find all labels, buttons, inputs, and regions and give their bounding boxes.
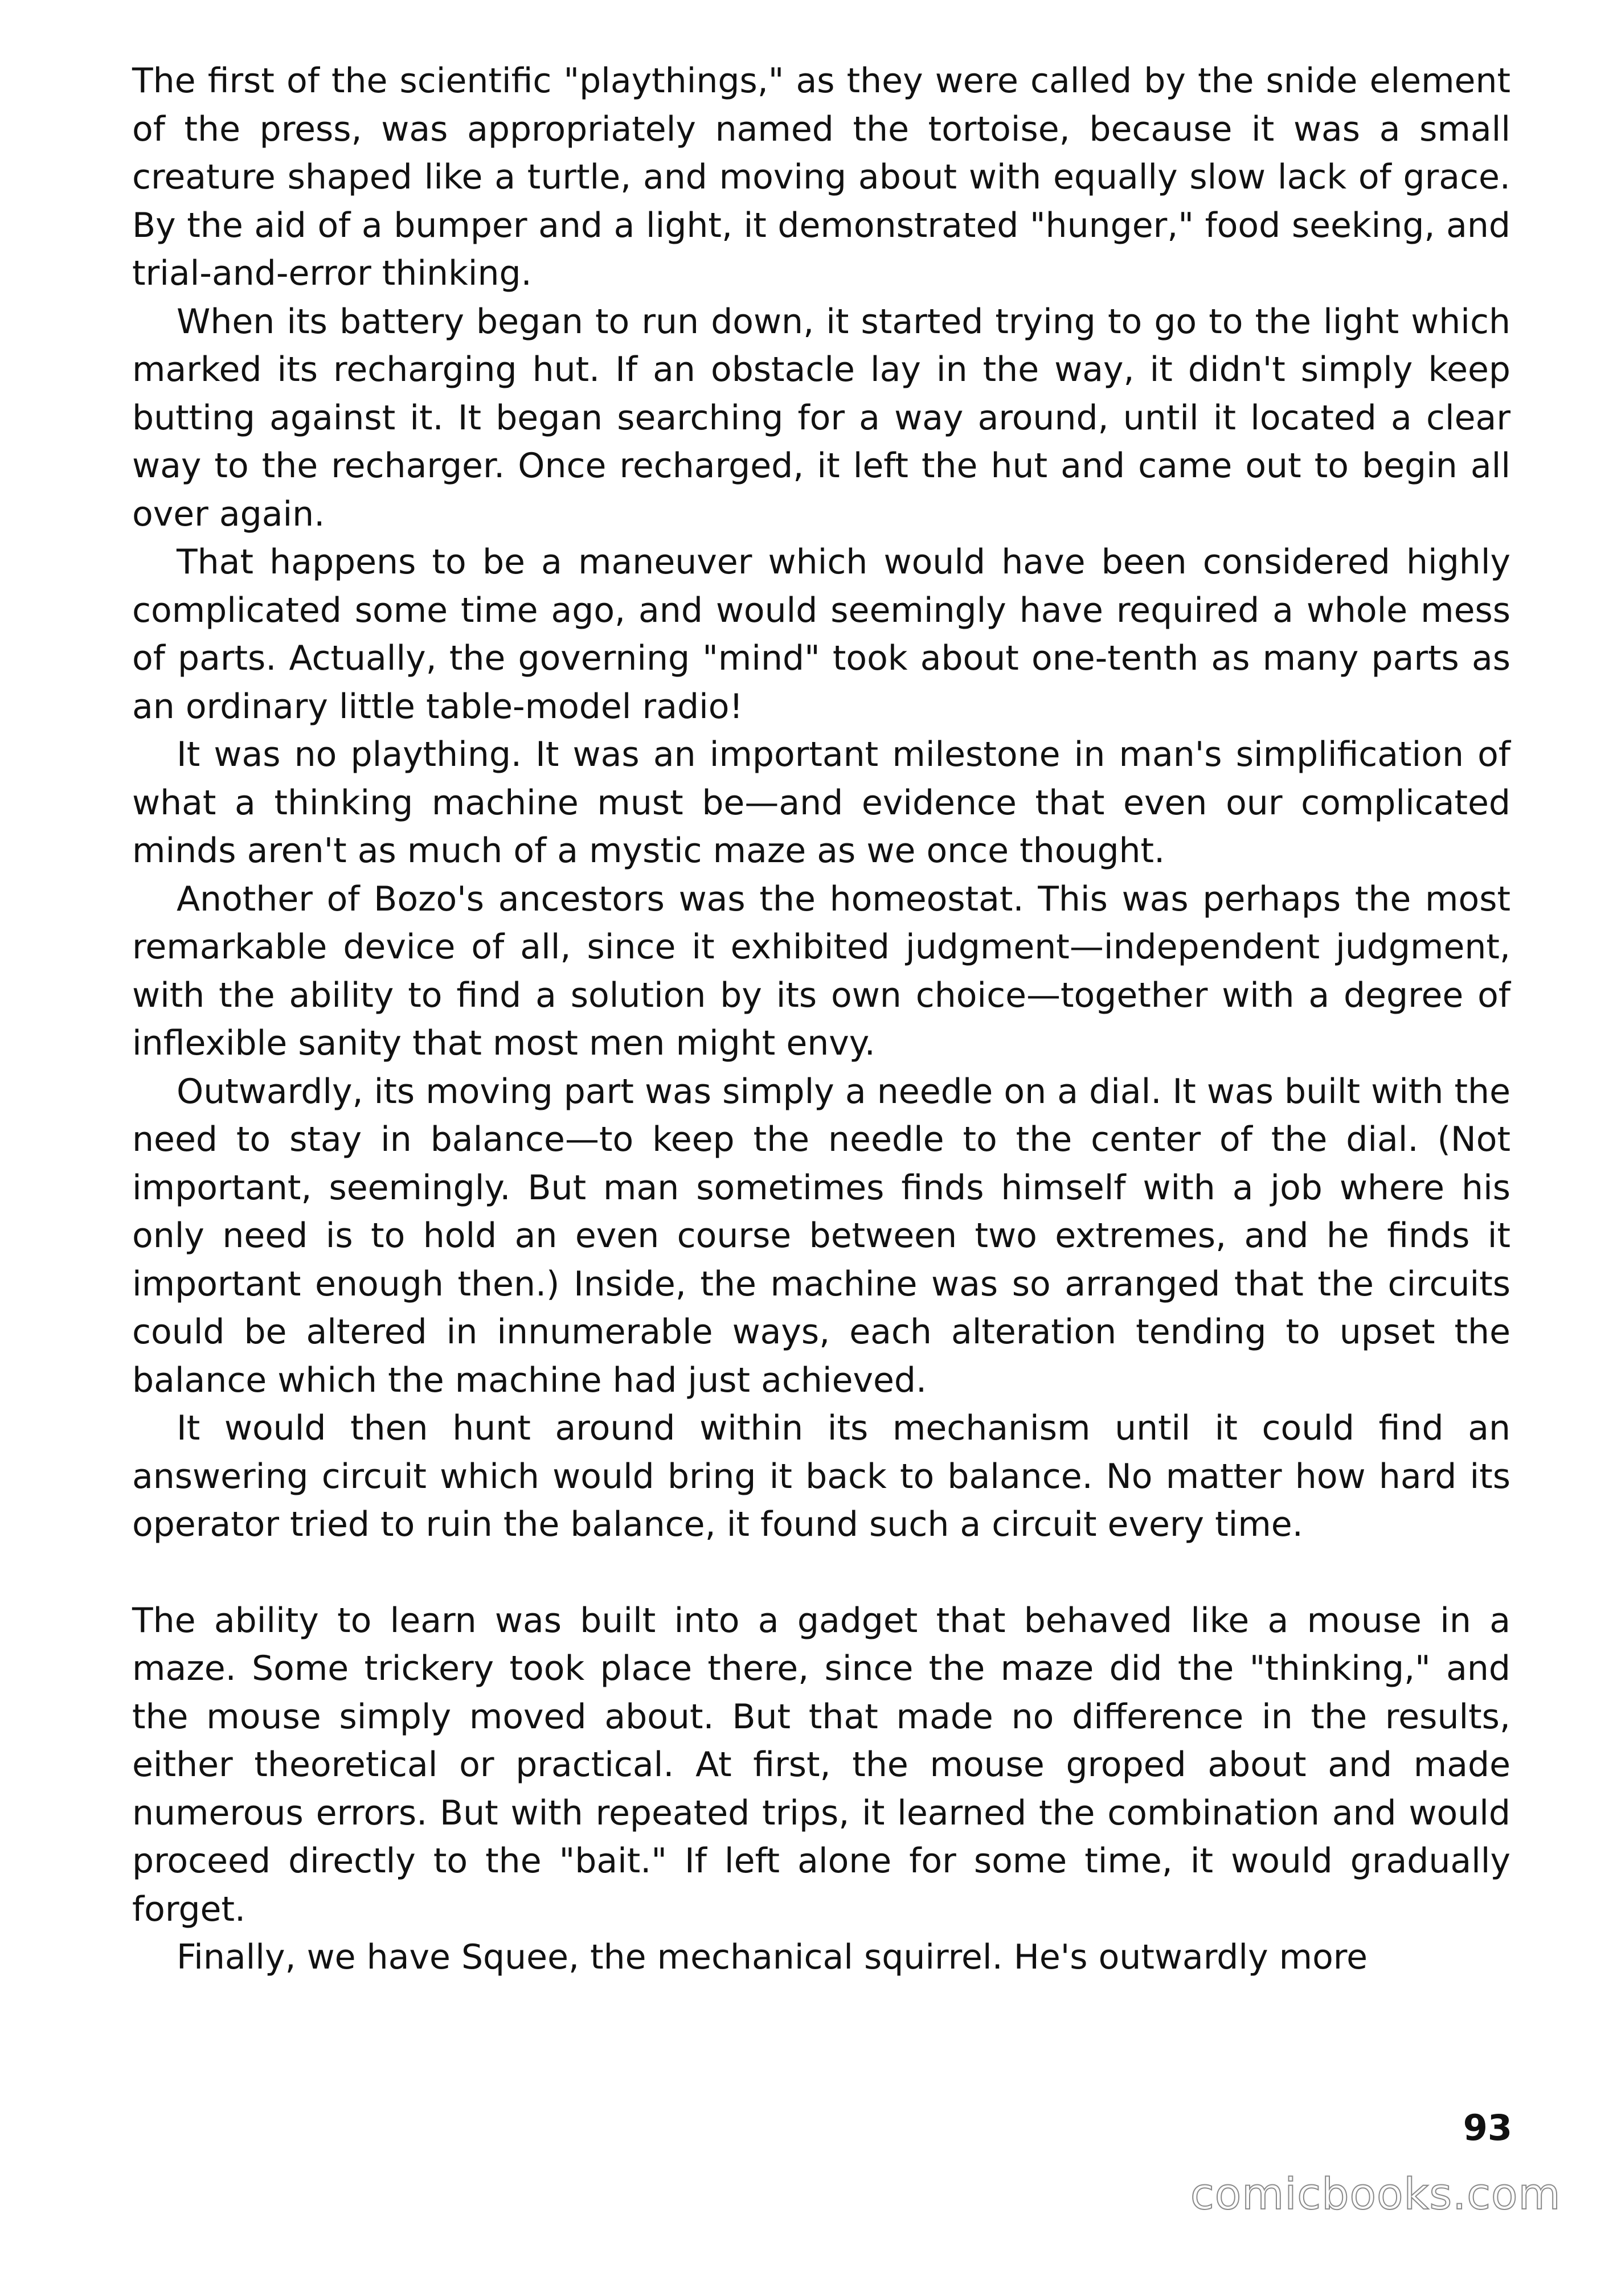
paragraph-answering-circuit: It would then hunt around within its mechanism until it could find an answering circuit which would bring it back to balance. No matter how hard its operator tried to ruin the balance, it found such a circuit every time. [132, 1408, 1510, 1544]
paragraph-mouse-maze: The ability to learn was built into a gadget that behaved like a mouse in a maze. Some trickery took place there, since the maze did the "thinking," and the mouse simply moved about. But that made no difference in the results, either theoretical or practical. At first, the mouse groped about and made numerous errors. But with repeated trips, it learned the combination and would proceed directly to the "bait." If left alone for some time, it would gradually forget. [132, 1600, 1510, 1929]
paragraph-tortoise: The first of the scientific "playthings," as they were called by the snide element of the press, was appropriately named the tortoise, because it was a small creature shaped like a turtle, and moving about with equally slow lack of grace. By the aid of a bumper and a light, it demonstrated "hunger," food seeking, and trial-and-error thinking. [132, 61, 1510, 293]
paragraph-needle-dial: Outwardly, its moving part was simply a needle on a dial. It was built with the need to stay in balance—to keep the needle to the center of the dial. (Not important, seemingly. But man sometimes finds himself with a job where his only need is to hold an even course between two extremes, and he finds it important enough then.) Inside, the machine was so arranged that the circuits could be altered in innumerable ways, each alteration tending to upset the balance which the machine had just achieved. [132, 1071, 1510, 1400]
paragraph-battery: When its battery began to run down, it started trying to go to the light which marked its recharging hut. If an obstacle lay in the way, it didn't simply keep butting against it. It began searching for a way around, until it located a clear way to the recharger. Once recharged, it left the hut and came out to begin all over again. [132, 301, 1510, 534]
paragraph-maneuver: That happens to be a maneuver which would have been considered highly complicated some time ago, and would seemingly have required a whole mess of parts. Actually, the governing "mind" took about one-tenth as many parts as an ordinary little table-model radio! [132, 542, 1510, 727]
page-number: 93 [1463, 2107, 1512, 2149]
body-text [132, 57, 1510, 1982]
watermark-text: comicbooks.com [1190, 2168, 1561, 2219]
paragraph-squee: Finally, we have Squee, the mechanical squirrel. He's outwardly more [177, 1937, 1368, 1977]
paragraph-homeostat: Another of Bozo's ancestors was the homeostat. This was perhaps the most remarkable device of all, since it exhibited judgment—independent judgment, with the ability to find a solution by its own choice—together with a degree of inflexible sanity that most men might envy. [132, 879, 1510, 1063]
paragraph-milestone: It was no plaything. It was an important milestone in man's simplification of what a thinking machine must be—and evidence that even our complicated minds aren't as much of a mystic maze as we once thought. [132, 735, 1510, 871]
